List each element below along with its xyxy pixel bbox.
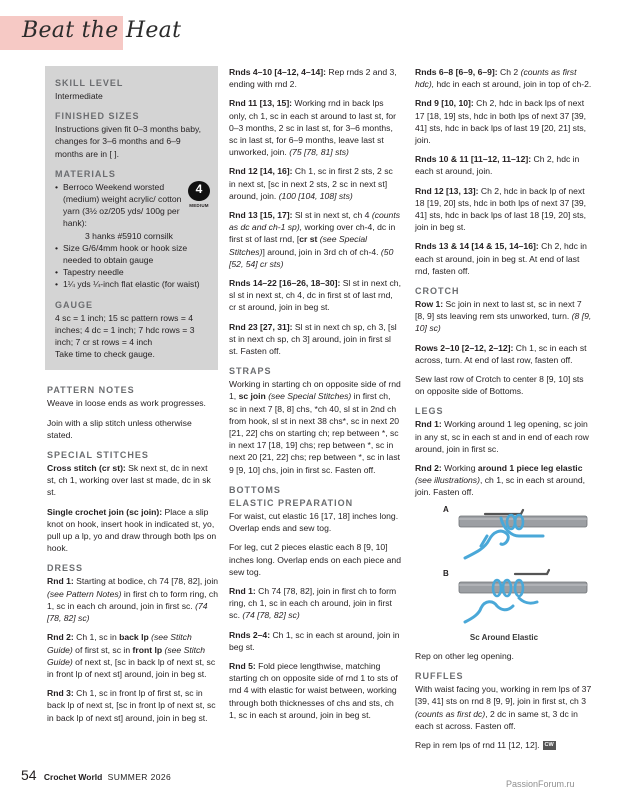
- dress-rnd-3: Rnd 3: Ch 1, sc in front lp of first st, sc in back lp of next st, [sc in front lp of next st, sc in back lp of next st] around, join in beg st.: [47, 688, 216, 723]
- material-item: • Size G/6/4mm hook or hook size needed to obtain gauge: [55, 242, 208, 266]
- dress-rnds-14-22: Rnds 14–22 [16–26, 18–30]: Sl st in next ch, sl st in next st, ch 4, dc in first st of last rnd, cr st around, join in beg st.: [229, 278, 401, 313]
- yarn-weight-number: 4: [195, 181, 203, 196]
- gauge-check: Take time to check gauge.: [55, 349, 155, 360]
- dress-rnd-23: Rnd 23 [27, 31]: Sl st in next ch sp, ch 3, [sl st in next ch sp, ch 3] around, join in first sl st. Fasten off.: [229, 321, 397, 357]
- pattern-info-box: [45, 66, 218, 370]
- dress-rnd-2: Rnd 2: Ch 1, sc in back lp (see Stitch Guide) of first st, sc in front lp (see Stitch Guide) of next st, [sc in back lp of next st, sc in front lp of next st] around, join in beg st.: [47, 632, 216, 679]
- page-title: Beat the Heat: [22, 18, 182, 43]
- crotch-heading: CROTCH: [415, 286, 460, 297]
- page-footer: [21, 767, 171, 783]
- special-stitch-sc-join: Single crochet join (sc join): Place a slip knot on hook, insert hook in indicated st, yo, pull up a lp, yo and draw through both lps on hook.: [47, 506, 217, 554]
- watermark-site: PassionForum.ru: [506, 779, 575, 789]
- bottoms-rnd-12: Rnd 12 [13, 13]: Ch 2, hdc in back lp of next 18 [19, 20] sts, hdc in both lps of next 37 [39, 41] sts, hdc in back lps of last 18 [19, 20] sts, join in beg st.: [415, 185, 587, 233]
- page-number: 54: [21, 767, 37, 783]
- special-stitches-heading: SPECIAL STITCHES: [47, 450, 149, 461]
- material-item: • Berroco Weekend worsted (medium) weight acrylic/ cotton yarn (3½ oz/205 yds/ 100g per hank): 3 hanks #5910 cornsilk: [55, 181, 208, 242]
- gauge-heading: GAUGE: [55, 299, 94, 310]
- elastic-leg: For leg, cut 2 pieces elastic each 8 [9, 10] inches long. Overlap ends on each piece and sew tog.: [229, 542, 401, 577]
- legs-heading: LEGS: [415, 406, 444, 417]
- bottoms-rnd-5: Rnd 5: Fold piece lengthwise, matching starting ch on opposite side of rnd 1 to sts of rnd 4 with elastic for waist between, working through both thicknesses of chs and sts, ch 1, sc in each st around, join in beg st.: [229, 660, 398, 720]
- illustration-b: [415, 568, 593, 628]
- material-item: • Tapestry needle: [55, 266, 208, 278]
- finished-sizes-text: Instructions given fit 0–3 months baby, changes for 3–6 months and 6–9 months are in [ ].: [55, 124, 202, 159]
- material-item: • 1¼ yds ¼-inch flat elastic (for waist): [55, 278, 208, 290]
- pattern-notes-heading: PATTERN NOTES: [47, 385, 135, 396]
- bottoms-rnd-1: Rnd 1: Ch 74 [78, 82], join in first ch to form ring, ch 1, sc in each ch around, join in first sc. (74 [78, 82] sc): [229, 585, 397, 621]
- publication-name: Crochet World: [43, 772, 103, 782]
- illustration-a-label: A: [443, 504, 449, 514]
- bottoms-heading: BOTTOMS: [229, 484, 281, 495]
- skill-level-heading: SKILL LEVEL: [55, 78, 124, 88]
- end-mark-badge: CW: [544, 742, 554, 749]
- straps-heading: STRAPS: [229, 366, 272, 377]
- sc-around-elastic-diagram-b: [415, 568, 593, 628]
- materials-list: [55, 181, 208, 291]
- bottoms-rnds-13-14: Rnds 13 & 14 [14 & 15, 14–16]: Ch 2, hdc in each st around, join in beg st. At end of last rnd, fasten off.: [415, 241, 587, 276]
- legs-rnd-1: Rnd 1: Working around 1 leg opening, sc join in any st, sc in each st and in end of each row around, join in first sc.: [415, 419, 589, 454]
- bottoms-rnds-6-8: Rnds 6–8 [6–9, 6–9]: Ch 2 (counts as first hdc), hdc in each st around, join in top of ch-2.: [415, 67, 592, 90]
- dress-heading: DRESS: [47, 563, 84, 574]
- dress-rnd-13: Rnd 13 [15, 17]: Sl st in next st, ch 4 (counts as dc and ch-1 sp), working over ch-4, dc in first st of last rnd, [cr st (see Special Stitches)] around, join in 3rd ch of ch-4. (50 [52, 54] cr sts): [229, 210, 401, 269]
- illustration-b-label: B: [443, 568, 449, 578]
- bottoms-rnds-2-4: Rnds 2–4: Ch 1, sc in each st around, join in beg st.: [229, 629, 400, 652]
- yarn-weight-label: MEDIUM: [189, 202, 209, 208]
- gauge-text: 4 sc = 1 inch; 15 sc pattern rows = 4 inches; 4 dc = 1 inch; 7 hdc rows = 3 inch; 7 cr st rows = 4 inch: [55, 312, 195, 348]
- ruffles-heading: RUFFLES: [415, 671, 464, 682]
- illustration-caption: Sc Around Elastic: [469, 632, 539, 642]
- issue-label: SUMMER 2026: [107, 772, 172, 782]
- yarn-amount: 3 hanks #5910 cornsilk: [85, 230, 173, 241]
- legs-repeat: Rep on other leg opening.: [415, 650, 514, 661]
- pattern-note: Join with a slip stitch unless otherwise stated.: [47, 417, 192, 440]
- legs-rnd-2: Rnd 2: Working around 1 piece leg elastic (see illustrations), ch 1, sc in each st around, join. Fasten off.: [415, 463, 586, 498]
- elastic-prep-heading: ELASTIC PREPARATION: [229, 497, 354, 508]
- dress-rnd-11: Rnd 11 [13, 15]: Working rnd in back lps only, ch 1, sc in each st around to last st, for 0–3 months, 2 sc in last st, for 3–6 months, sc in last st, for 6–9 months, leave last st unworked, join. (75 [78, 81] sts): [229, 98, 397, 158]
- finished-sizes-heading: FINISHED SIZES: [55, 111, 140, 122]
- dress-rnds-4-10: Rnds 4–10 [4–12, 4–14]: Rep rnds 2 and 3, ending with rnd 2.: [229, 67, 397, 90]
- skill-level-value: Intermediate: [55, 91, 103, 101]
- ruffles-repeat: Rep in rem lps of rnd 11 [12, 12]. CW: [415, 739, 554, 750]
- materials-heading: MATERIALS: [55, 168, 116, 179]
- column-3: [415, 66, 593, 758]
- crotch-row-1: Row 1: Sc join in next to last st, sc in next 7 [8, 9] sts leaving rem sts unworked, turn. (8 [9, 10] sc): [415, 299, 592, 334]
- crotch-sew: Sew last row of Crotch to center 8 [9, 10] sts on opposite side of Bottoms.: [415, 374, 584, 397]
- crotch-rows-2-10: Rows 2–10 [2–12, 2–12]: Ch 1, sc in each st across, turn. At end of last row, fasten off.: [415, 342, 587, 365]
- dress-rnd-12: Rnd 12 [14, 16]: Ch 1, sc in first 2 sts, 2 sc in next st, [sc in next 2 sts, 2 sc in next st] around, join. (100 [104, 108] sts): [229, 166, 393, 201]
- special-stitch-cross: Cross stitch (cr st): Sk next st, dc in next st, ch 1, working over last st made, dc in sk st.: [47, 463, 211, 498]
- elastic-waist: For waist, cut elastic 16 [17, 18] inches long. Overlap ends and sew tog.: [229, 510, 399, 534]
- column-2: [229, 66, 401, 728]
- dress-rnd-1: Rnd 1: Starting at bodice, ch 74 [78, 82], join (see Pattern Notes) in first ch to form ring, ch 1, sc in each ch around, join in first sc. (74 [78, 82] sc): [47, 576, 219, 624]
- column-1: [45, 66, 218, 731]
- sc-around-elastic-diagram-a: [415, 506, 593, 564]
- straps-text: Working in starting ch on opposite side of rnd 1, sc join (see Special Stitches) in first ch, sc in next 7 [8, 8] chs, *ch 40, sl st in 2nd ch from hook, sl st in next 38 chs*, sc in next 20 [21, 22] chs on starting ch; rep between *, sc in next 17 [18, 19] chs; rep between *, sc in next 20 [21, 22] chs; rep between *, sc in last 9 [9, 10] chs, join in first sc. Fasten off.: [229, 379, 401, 475]
- bottoms-rnd-9: Rnd 9 [10, 10]: Ch 2, hdc in back lps of next 17 [18, 19] sts, hdc in both lps of next 37 [39, 41] sts, hdc in back lps of last 19 [20, 21] sts, join.: [415, 98, 587, 146]
- pattern-note: Weave in loose ends as work progresses.: [47, 398, 206, 409]
- bottoms-rnds-10-11: Rnds 10 & 11 [11–12, 11–12]: Ch 2, hdc in each st around, join.: [415, 154, 580, 177]
- ruffles-text: With waist facing you, working in rem lps of 37 [39, 41] sts on rnd 8 [9, 9], join in first st, ch 3 (counts as first dc), 2 dc in same st, 3 dc in each st across. Fasten off.: [415, 684, 592, 731]
- illustration-a: [415, 506, 593, 564]
